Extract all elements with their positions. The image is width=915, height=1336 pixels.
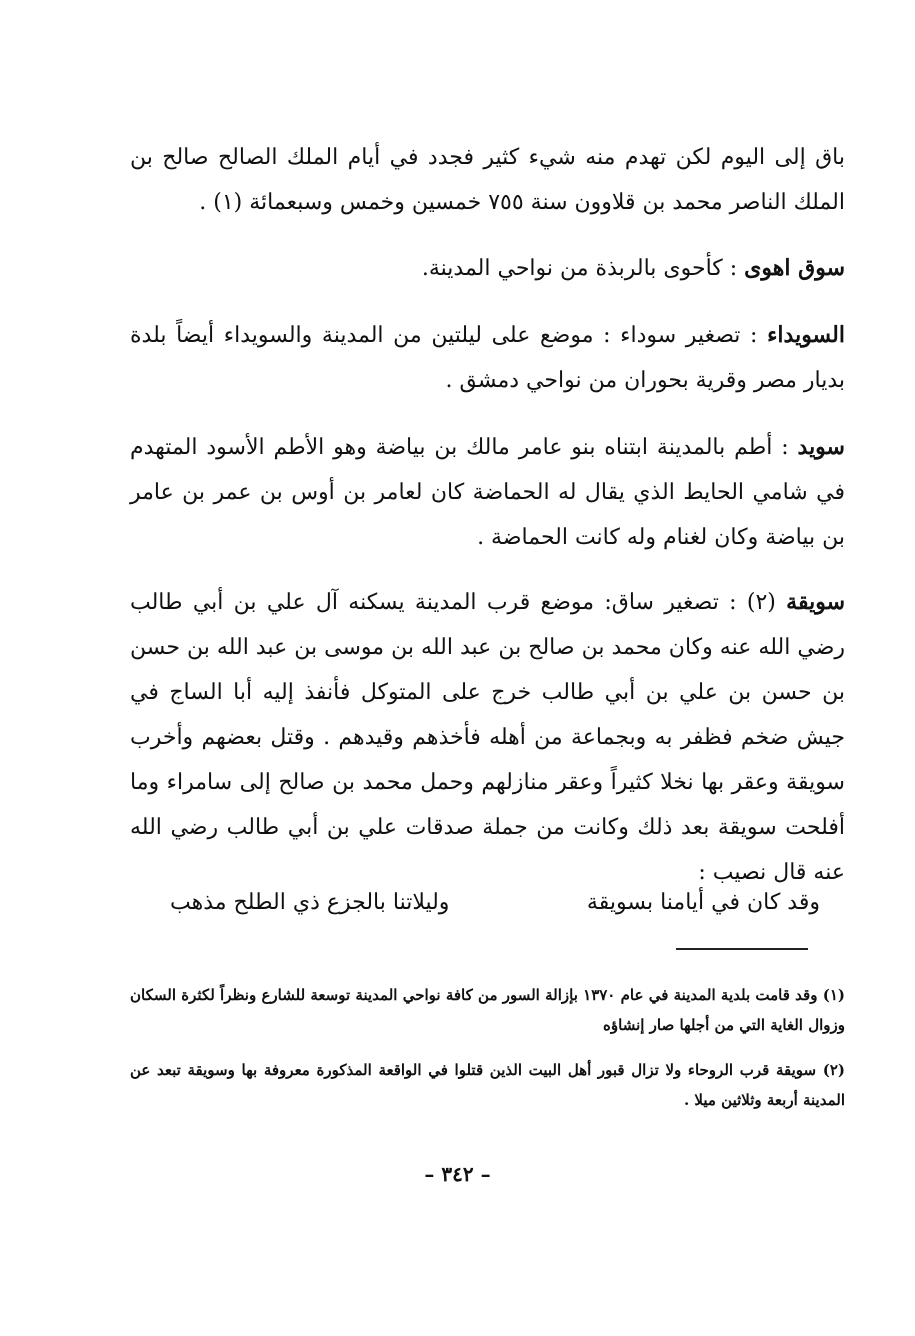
paragraph-text: باق إلى اليوم لكن تهدم منه شيء كثير فجدد في أيام الملك الصالح صالح بن الملك الناصر محمد بن قلاوون سنة ٧٥٥ خمسين وخمس وسبعمائة (١) . (130, 145, 845, 215)
verse-second-hemistich: وليلاتنا بالجزع ذي الطلح مذهب (170, 890, 450, 915)
entry-term: السويداء (767, 322, 845, 348)
poem-verse (170, 880, 820, 925)
entry-text: : كأحوى بالربذة من نواحي المدينة. (421, 256, 745, 281)
entry-text: (٢) : تصغير ساق: موضع قرب المدينة يسكنه آل علي بن أبي طالب رضي الله عنه وكان محمد بن صالح بن عبد الله بن موسى بن عبد الله بن حسن بن حسن بن علي بن أبي طالب خرج على المتوكل فأنفذ إليه أبا الساج في جيش ضخم فظفر به وبجماعة من أهله فأخذهم وقيدهم . وقتل بعضهم وأخرب سويقة وعقر بها نخلا كثيراً وعقر منازلهم وحمل محمد بن صالح إلى سامراء وما أفلحت سويقة بعد ذلك وكانت من جملة صدقات علي بن أبي طالب رضي الله عنه قال نصيب : (130, 590, 845, 885)
entry-text: : تصغير سوداء : موضع على ليلتين من المدينة والسويداء أيضاً بلدة بديار مصر وقرية بحوران من نواحي دمشق . (130, 323, 845, 393)
page-number: – ٣٤٢ – (424, 1162, 491, 1186)
footnote-2: (٢) سويقة قرب الروحاء ولا تزال قبور أهل البيت الذين قتلوا في الواقعة المذكورة معروفة بها وسويقة تبعد عن المدينة أربعة وثلاثين ميلا . (130, 1061, 845, 1109)
entry-suwayqa (130, 580, 845, 895)
footnote-1: (١) وقد قامت بلدية المدينة في عام ١٣٧٠ بإزالة السور من كافة نواحي المدينة توسعة للشارع ونظراً لكثرة السكان وزوال الغاية التي من أجلها صار إنشاؤه (130, 986, 845, 1034)
entry-suwayd (130, 425, 845, 560)
footnote-separator (676, 948, 808, 950)
entry-term: سويقة (786, 589, 846, 615)
entry-term: سويد (797, 434, 845, 460)
entry-text: : أطم بالمدينة ابتناه بنو عامر مالك بن بياضة وهو الأطم الأسود المتهدم في شامي الحايط الذي يقال له الحماضة كان لعامر بن أوس بن عمر بن عامر بن بياضة وكان لغنام وله كانت الحماضة . (130, 435, 845, 550)
entry-suwayda (130, 313, 845, 403)
paragraph-salih-restoration (130, 135, 845, 225)
verse-first-hemistich: وقد كان في أيامنا بسويقة (586, 890, 820, 915)
entry-term: سوق اهوى (744, 255, 845, 281)
entry-suq-ahwa (130, 246, 845, 291)
